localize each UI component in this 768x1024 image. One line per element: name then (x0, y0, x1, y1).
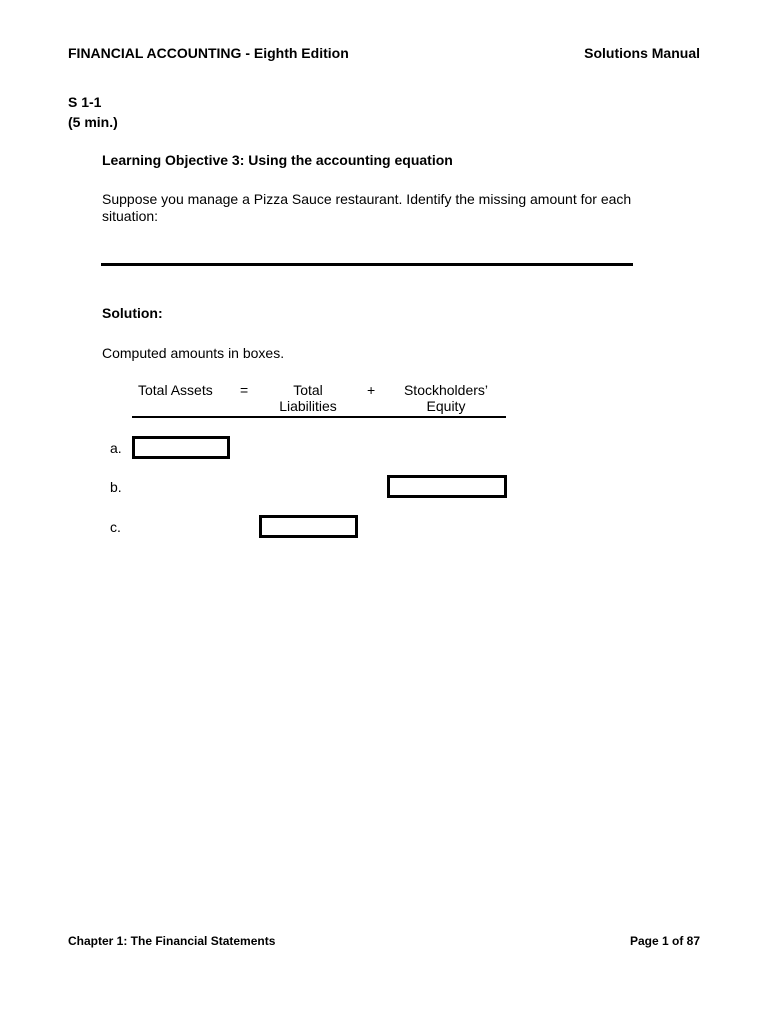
plus-sign: + (367, 382, 376, 398)
solution-note: Computed amounts in boxes. (102, 345, 285, 361)
column-header-equity-line1: Stockholders’ (403, 382, 489, 398)
solution-label: Solution: (102, 305, 163, 321)
answer-box-c-total-liabilities (259, 515, 358, 538)
section-divider (101, 263, 633, 266)
row-label-b: b. (110, 479, 122, 495)
footer-page-number: Page 1 of 87 (629, 934, 700, 948)
page-header-manual: Solutions Manual (584, 45, 700, 61)
column-header-stockholders-equity (396, 382, 496, 414)
column-header-liabilities-line1: Total (293, 382, 323, 398)
column-header-equity-line2: Equity (426, 398, 466, 414)
column-header-liabilities-line2: Liabilities (279, 398, 337, 414)
page-header-title: FINANCIAL ACCOUNTING - Eighth Edition (68, 45, 349, 61)
exercise-number: S 1-1 (68, 94, 102, 110)
column-header-total-assets: Total Assets (138, 382, 213, 398)
learning-objective: Learning Objective 3: Using the accounting equation (102, 152, 453, 168)
answer-box-b-stockholders-equity (387, 475, 507, 498)
column-header-rule (132, 416, 506, 418)
row-label-a: a. (110, 440, 122, 456)
footer-chapter: Chapter 1: The Financial Statements (68, 934, 276, 948)
exercise-prompt: Suppose you manage a Pizza Sauce restaurant. Identify the missing amount for each situation: (102, 191, 632, 224)
exercise-time: (5 min.) (68, 114, 118, 130)
answer-box-a-total-assets (132, 436, 230, 459)
column-header-total-liabilities (268, 382, 348, 414)
row-label-c: c. (110, 519, 121, 535)
equals-sign: = (240, 382, 249, 398)
